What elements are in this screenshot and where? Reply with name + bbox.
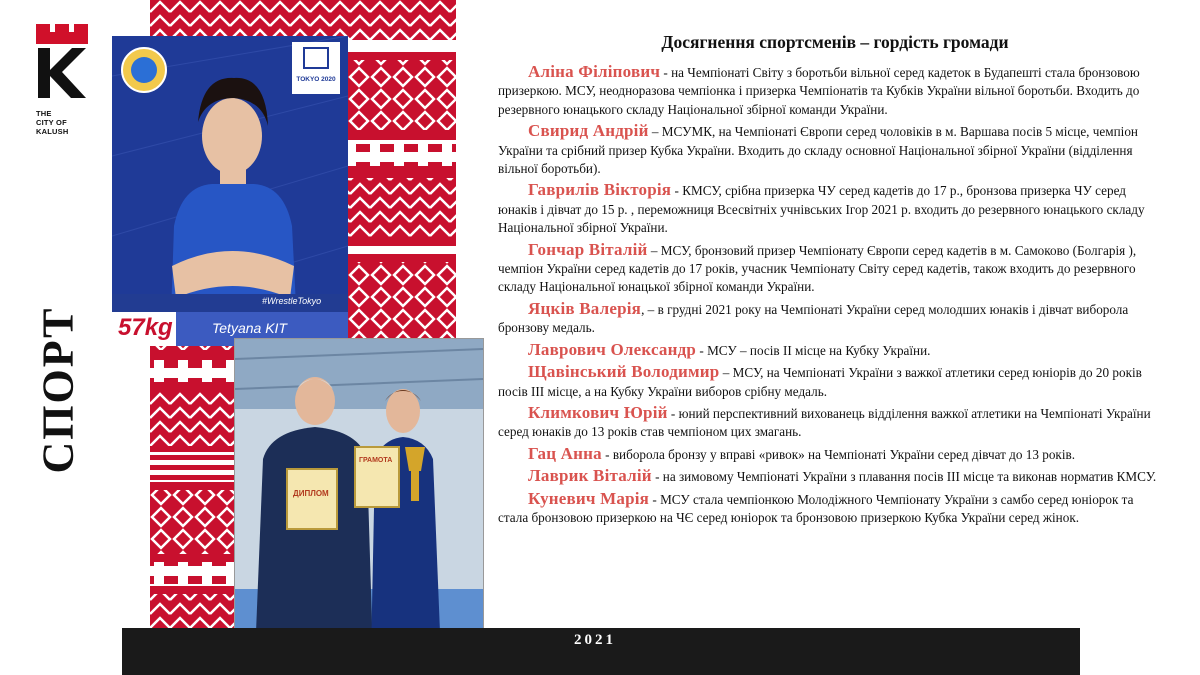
achievement-text: - на Чемпіонаті Світу з боротьби вільної серед кадеток в Будапешті стала бронзовою призеркою. МСУ, неодноразова чемпіонка і призерка Чемпіонатів та Кубків України вільної боротьби. Входить до резервного юнацького складу Національної збірної команди України. [498,65,1140,117]
achievement-text: - виборола бронзу у вправі «ривок» на Чемпіонаті України серед дівчат до 13 років. [601,446,1076,462]
athlete-name: Щавінський Володимир [528,362,720,382]
page-title: Досягнення спортсменів – гордість громади [661,32,1009,52]
city-logo [36,22,96,136]
athlete-name: Аліна Філіпович [528,62,661,81]
logo-caption [36,109,96,136]
athlete-name: Климкович Юрій [528,402,668,422]
achievement-text: – МСУМК, на Чемпіонаті Європи серед чоловіків в м. Варшава посів 5 місце, чемпіон України та срібний призер Кубка України. Входить до складу основної Національної збірної України (відділення вільної боротьби). [498,124,1138,177]
achievement-entry [498,181,1158,237]
achievement-text: – МСУ, на Чемпіонаті України з важкої атлетики серед юніорів до 20 років посів ІІІ місце, а на Кубку України виборов срібну медаль. [498,365,1142,399]
athlete-name: Свирид Андрій [528,121,649,141]
achievement-entry [498,241,1158,297]
logo-line-3: KALUSH [36,127,69,136]
achievement-text: – МСУ, бронзовий призер Чемпіонату Європи серед кадетів в м. Самоково (Болгарія ), чемпіон України серед кадетів до 17 років, учасник Чемпіонату Світу серед кадетів, також входить до резервного складу Національної юнацької збірної команди України. [498,242,1137,295]
athlete-name-label: Tetyana KIT [212,320,287,336]
kalush-k-logo-icon [36,22,88,100]
achievement-text: - МСУ – посів ІІ місце на Кубку України. [696,342,931,358]
olympic-label: TOKYO 2020 [296,76,336,83]
diploma-label: ДИПЛОМ [293,489,329,498]
achievement-entry [498,300,1158,338]
achievement-entry [498,63,1158,119]
achievement-entry [498,122,1158,178]
coach-athlete-image [235,339,483,657]
achievement-entry [498,490,1158,528]
achievement-text: - МСУ стала чемпіонкою Молодіжного Чемпіонату України з самбо серед юніорок та стала бронзовою призеркою на ЧЄ серед юніорок та бронзовою призеркою Кубка України серед жінок. [498,491,1134,525]
athlete-name: Куневич Марія [528,488,650,508]
athlete-name: Яцків Валерія [528,298,642,318]
logo-line-2: CITY OF [36,118,67,127]
achievement-text: - юний перспективний вихованець відділення важкої атлетики на Чемпіонаті України серед юнаків до 13 років став чемпіоном цих змагань. [498,405,1151,440]
section-label: СПОРТ [33,306,83,474]
achievements-section [498,32,1158,530]
achievement-entry [498,404,1158,442]
achievement-entry [498,467,1158,486]
achievement-text: , – в грудні 2021 року на Чемпіонаті України серед молодших юнаків і дівчат виборола бронзову медаль. [498,301,1129,336]
athlete-photo-card [112,36,348,346]
gramota-label: ГРАМОТА [359,457,393,464]
athlete-name: Гончар Віталій [528,239,648,259]
athlete-name: Гаврилів Вікторія [528,180,672,200]
achievement-entry [498,363,1158,401]
achievement-entry [498,445,1158,464]
achievement-entry [498,341,1158,360]
award-photo [234,338,484,658]
athlete-name: Лаврик Віталій [528,466,652,486]
achievement-text: - на зимовому Чемпіонаті України з плавання посів ІІІ місце та виконав норматив КМСУ. [651,469,1157,485]
athlete-name: Гац Анна [528,443,602,463]
athlete-name: Лаврович Олександр [528,339,697,359]
achievement-text: - КМСУ, срібна призерка ЧУ серед кадетів до 17 р., бронзова призерка ЧУ серед юнаків і дівчат до 15 р. , переможниця Всесвітніх учнівських Ігор 2021 р. входить до резервного юнацького складу Національної збірної України. [498,183,1145,236]
footer-year: 2021 [574,632,616,648]
logo-line-1: THE [36,109,52,118]
hashtag-label: #WrestleTokyo [262,296,322,306]
weight-label: 57kg [118,314,173,341]
